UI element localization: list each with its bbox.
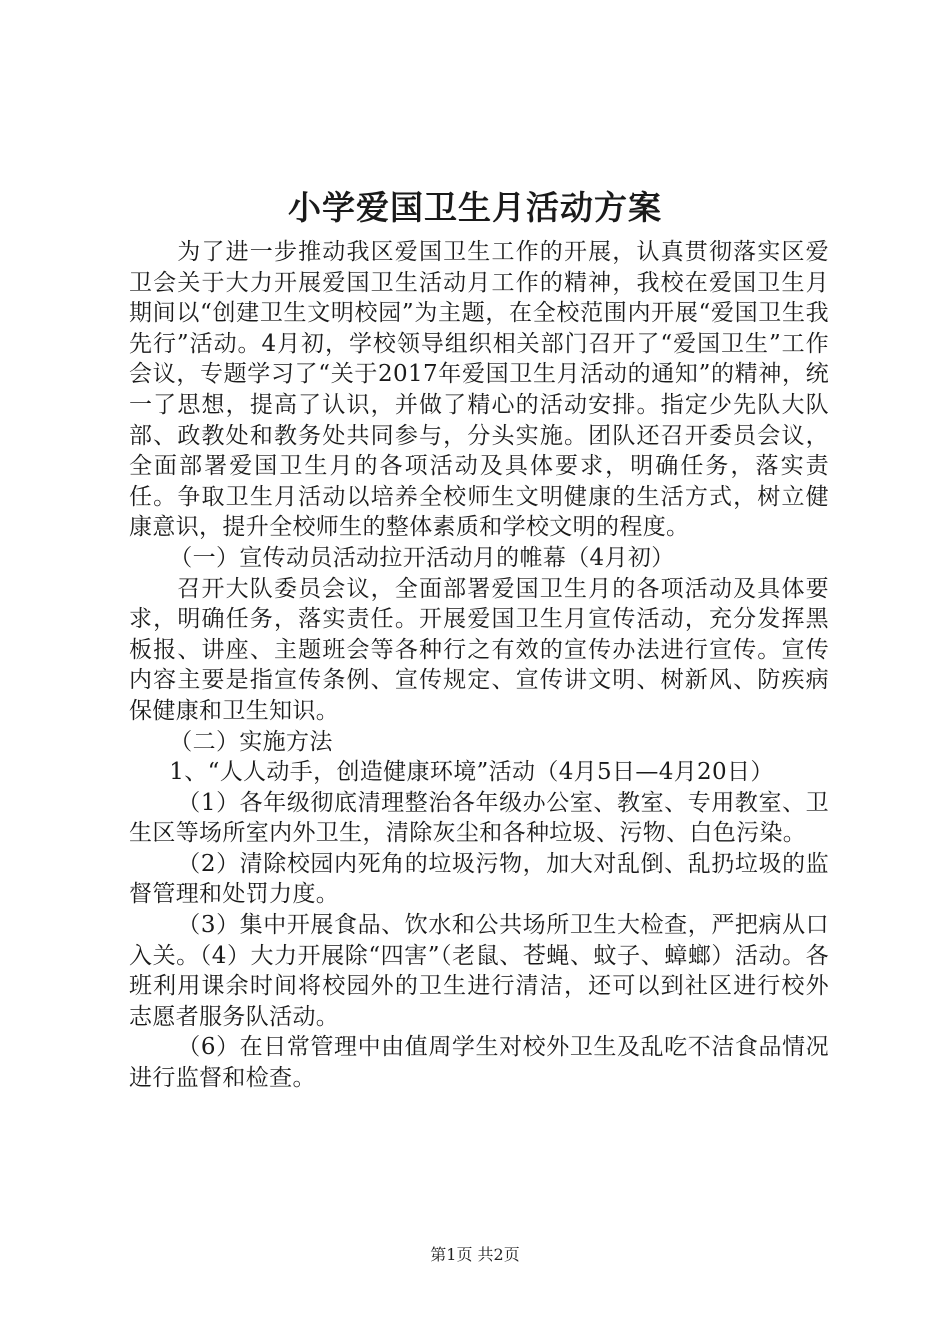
list-item-3-4: （3）集中开展食品、饮水和公共场所卫生大检查，严把病从口入关。（4）大力开展除“四害”（老鼠、苍蝇、蚊子、蟑螂）活动。各班利用课余时间将校园外的卫生进行清洁，还可以到社区进行校外志愿者服务队活动。: [129, 912, 829, 1030]
section-heading-2: （二）实施方法: [169, 728, 333, 755]
section-1-paragraph: 召开大队委员会议，全面部署爱国卫生月的各项活动及具体要求，明确任务，落实责任。开展爱国卫生月宣传活动，充分发挥黑板报、讲座、主题班会等各种行之有效的宣传办法进行宣传。宣传内容主要是指宣传条例、宣传规定、宣传讲文明、树新风、防疾病保健康和卫生知识。: [129, 575, 829, 724]
list-item-6: （6）在日常管理中由值周学生对校外卫生及乱吃不洁食品情况进行监督和检查。: [129, 1034, 829, 1092]
activity-heading-1: 1、“人人动手，创造健康环境”活动（4月5日—4月20日）: [169, 759, 774, 786]
document-body: [129, 237, 829, 1094]
page-footer: 第1页 共2页: [430, 1245, 520, 1264]
section-heading-1: （一）宣传动员活动拉开活动月的帷幕（4月初）: [169, 544, 675, 571]
intro-paragraph: 为了进一步推动我区爱国卫生工作的开展，认真贯彻落实区爱卫会关于大力开展爱国卫生活动月工作的精神，我校在爱国卫生月期间以“创建卫生文明校园”为主题，在全校范围内开展“爱国卫生我先行”活动。4月初，学校领导组织相关部门召开了“爱国卫生”工作会议，专题学习了“关于2017年爱国卫生月活动的通知”的精神，统一了思想，提高了认识，并做了精心的活动安排。指定少先队大队部、政教处和教务处共同参与，分头实施。团队还召开委员会议，全面部署爱国卫生月的各项活动及具体要求，明确任务，落实责任。争取卫生月活动以培养全校师生文明健康的生活方式，树立健康意识，提升全校师生的整体素质和学校文明的程度。: [129, 239, 829, 541]
list-item-1: （1）各年级彻底清理整治各年级办公室、教室、专用教室、卫生区等场所室内外卫生，清除灰尘和各种垃圾、污物、白色污染。: [129, 789, 829, 847]
list-item-2: （2）清除校园内死角的垃圾污物，加大对乱倒、乱扔垃圾的监督管理和处罚力度。: [129, 850, 829, 908]
document-title: 小学爱国卫生月活动方案: [288, 188, 662, 227]
